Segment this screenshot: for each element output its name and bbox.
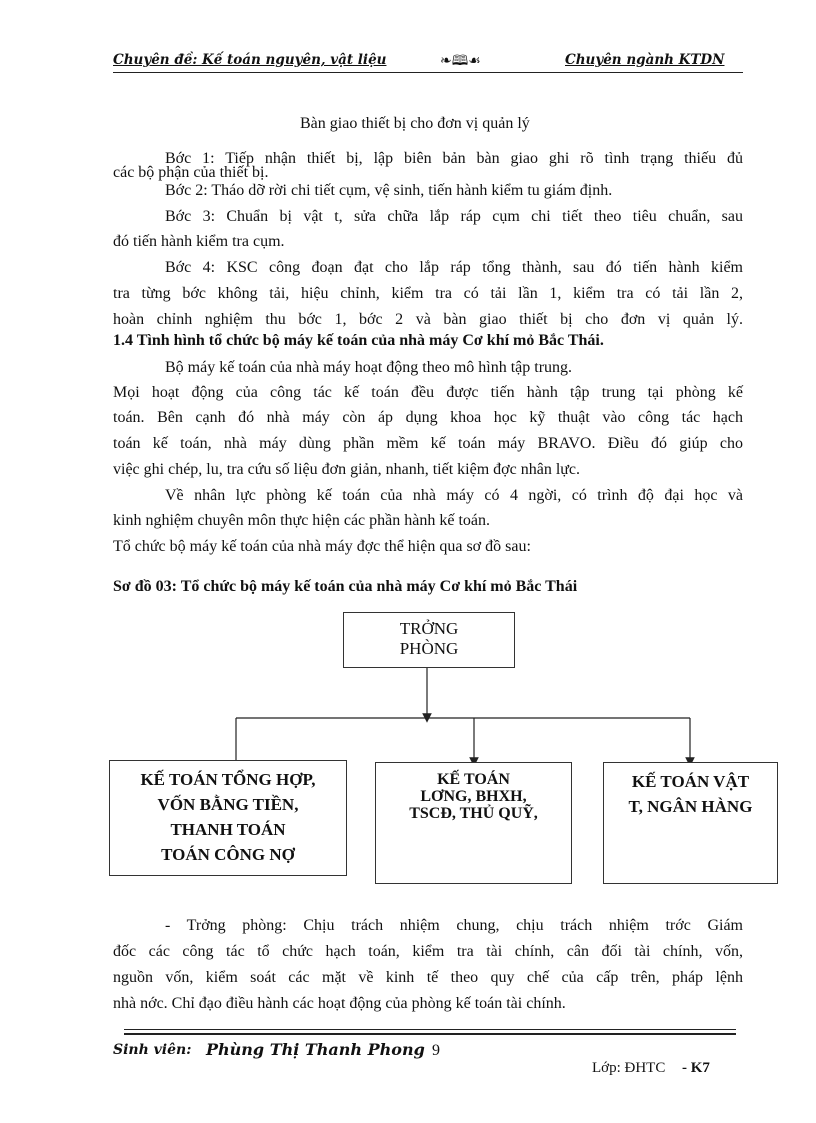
closing-line-4: nhà nớc. Chỉ đạo điều hành các hoạt động của phòng kế toán tài chính. <box>113 995 566 1012</box>
step-4-line-2: tra từng bớc không tải, hiệu chỉnh, kiểm tra có tải lần 1, kiểm tra có tải lần 2, <box>113 285 743 302</box>
section-line-1: Bộ máy kế toán của nhà máy hoạt động theo mô hình tập trung. <box>165 359 573 376</box>
box-right-line-1: KẾ TOÁN VẬT <box>631 772 750 791</box>
section-line-4: toán kế toán, nhà máy dùng phần mềm kế toán máy BRAVO. Điều đó giúp cho <box>113 435 743 452</box>
footer-class-label: Lớp: ĐHTC <box>592 1060 666 1076</box>
step-1-line-2: các bộ phận của thiết bị. <box>113 164 269 181</box>
footer-class-code: - K7 <box>682 1060 710 1076</box>
step-1-line-1: Bớc 1: Tiếp nhận thiết bị, lập biên bản bàn giao ghi rõ tình trạng thiếu đủ <box>165 150 743 167</box>
section-line-2: Mọi hoạt động của công tác kế toán đều được tiến hành tập trung tại phòng kế <box>113 384 743 401</box>
step-4-line-1: Bớc 4: KSC công đoạn đạt cho lắp ráp tổng thành, sau đó tiến hành kiểm <box>165 259 743 276</box>
box-mid-line-3: TSCĐ, THỦ QUỸ, <box>409 805 538 822</box>
box-left-line-4: TOÁN CÔNG NỢ <box>161 845 295 864</box>
box-truong-phong-line-1: TRỞNG <box>399 619 459 638</box>
section-line-6: Về nhân lực phòng kế toán của nhà máy có 4 ngời, có trình độ đại học và <box>165 487 743 504</box>
box-left-line-3: THANH TOÁN <box>170 820 286 839</box>
intro-title-line: Bàn giao thiết bị cho đơn vị quản lý <box>300 115 530 132</box>
header-ornament-icon: ❧🕮☙ <box>440 54 481 69</box>
section-line-7: kinh nghiệm chuyên môn thực hiện các phần hành kế toán. <box>113 512 491 529</box>
box-mid-line-1: KẾ TOÁN <box>437 771 510 788</box>
box-left-line-2: VỐN BẰNG TIỀN, <box>157 795 299 814</box>
closing-line-2: đốc các công tác tổ chức hạch toán, kiểm tra tài chính, cân đối tài chính, vốn, <box>113 943 743 960</box>
step-4-line-3: hoàn chỉnh nghiệm thu bớc 1, bớc 2 và bàn giao thiết bị cho đơn vị quản lý. <box>113 311 743 328</box>
footer-student-label: Sinh viên: <box>113 1042 192 1058</box>
section-line-5: việc ghi chép, lu, tra cứu số liệu đơn giản, nhanh, tiết kiệm đợc nhân lực. <box>113 461 581 478</box>
footer-student-name: Phùng Thị Thanh Phong <box>206 1040 425 1059</box>
section-line-8: Tổ chức bộ máy kế toán của nhà máy đợc thể hiện qua sơ đồ sau: <box>113 538 531 555</box>
footer-rule-thick <box>124 1033 736 1035</box>
closing-line-1: - Trởng phòng: Chịu trách nhiệm chung, chịu trách nhiệm trớc Giám <box>165 917 743 934</box>
footer-page-number: 9 <box>432 1042 440 1059</box>
step-3-line-1: Bớc 3: Chuẩn bị vật t, sửa chữa lắp ráp cụm chi tiết theo tiêu chuẩn, sau <box>165 208 743 225</box>
footer-rule-thin <box>124 1029 736 1030</box>
diagram-title: Sơ đồ 03: Tổ chức bộ máy kế toán của nhà máy Cơ khí mỏ Bắc Thái <box>113 578 578 595</box>
header-right: Chuyên ngành KTDN <box>565 52 725 68</box>
box-ke-toan-luong <box>375 762 572 884</box>
header-left: Chuyên đề: Kế toán nguyên, vật liệu <box>113 52 387 68</box>
closing-line-3: nguồn vốn, kiểm soát các mặt về kinh tế theo quy chế của cấp trên, pháp lệnh <box>113 969 743 986</box>
step-2: Bớc 2: Tháo dỡ rời chi tiết cụm, vệ sinh, tiến hành kiểm tu giám định. <box>165 182 613 199</box>
box-left-line-1: KẾ TOÁN TỔNG HỢP, <box>140 770 316 789</box>
box-truong-phong-line-2: PHÒNG <box>399 639 459 658</box>
step-3-line-2: đó tiến hành kiểm tra cụm. <box>113 233 285 250</box>
box-mid-line-2: LƠNG, BHXH, <box>420 788 527 805</box>
box-right-line-2: T, NGÂN HÀNG <box>628 797 753 816</box>
box-ke-toan-tong-hop <box>109 760 347 876</box>
box-truong-phong <box>343 612 515 668</box>
section-heading: 1.4 Tình hình tổ chức bộ máy kế toán của nhà máy Cơ khí mỏ Bắc Thái. <box>113 332 604 349</box>
box-ke-toan-vat-tu <box>603 762 778 884</box>
section-line-3: toán. Bên cạnh đó nhà máy còn áp dụng khoa học kỹ thuật vào công tác hạch <box>113 409 743 426</box>
